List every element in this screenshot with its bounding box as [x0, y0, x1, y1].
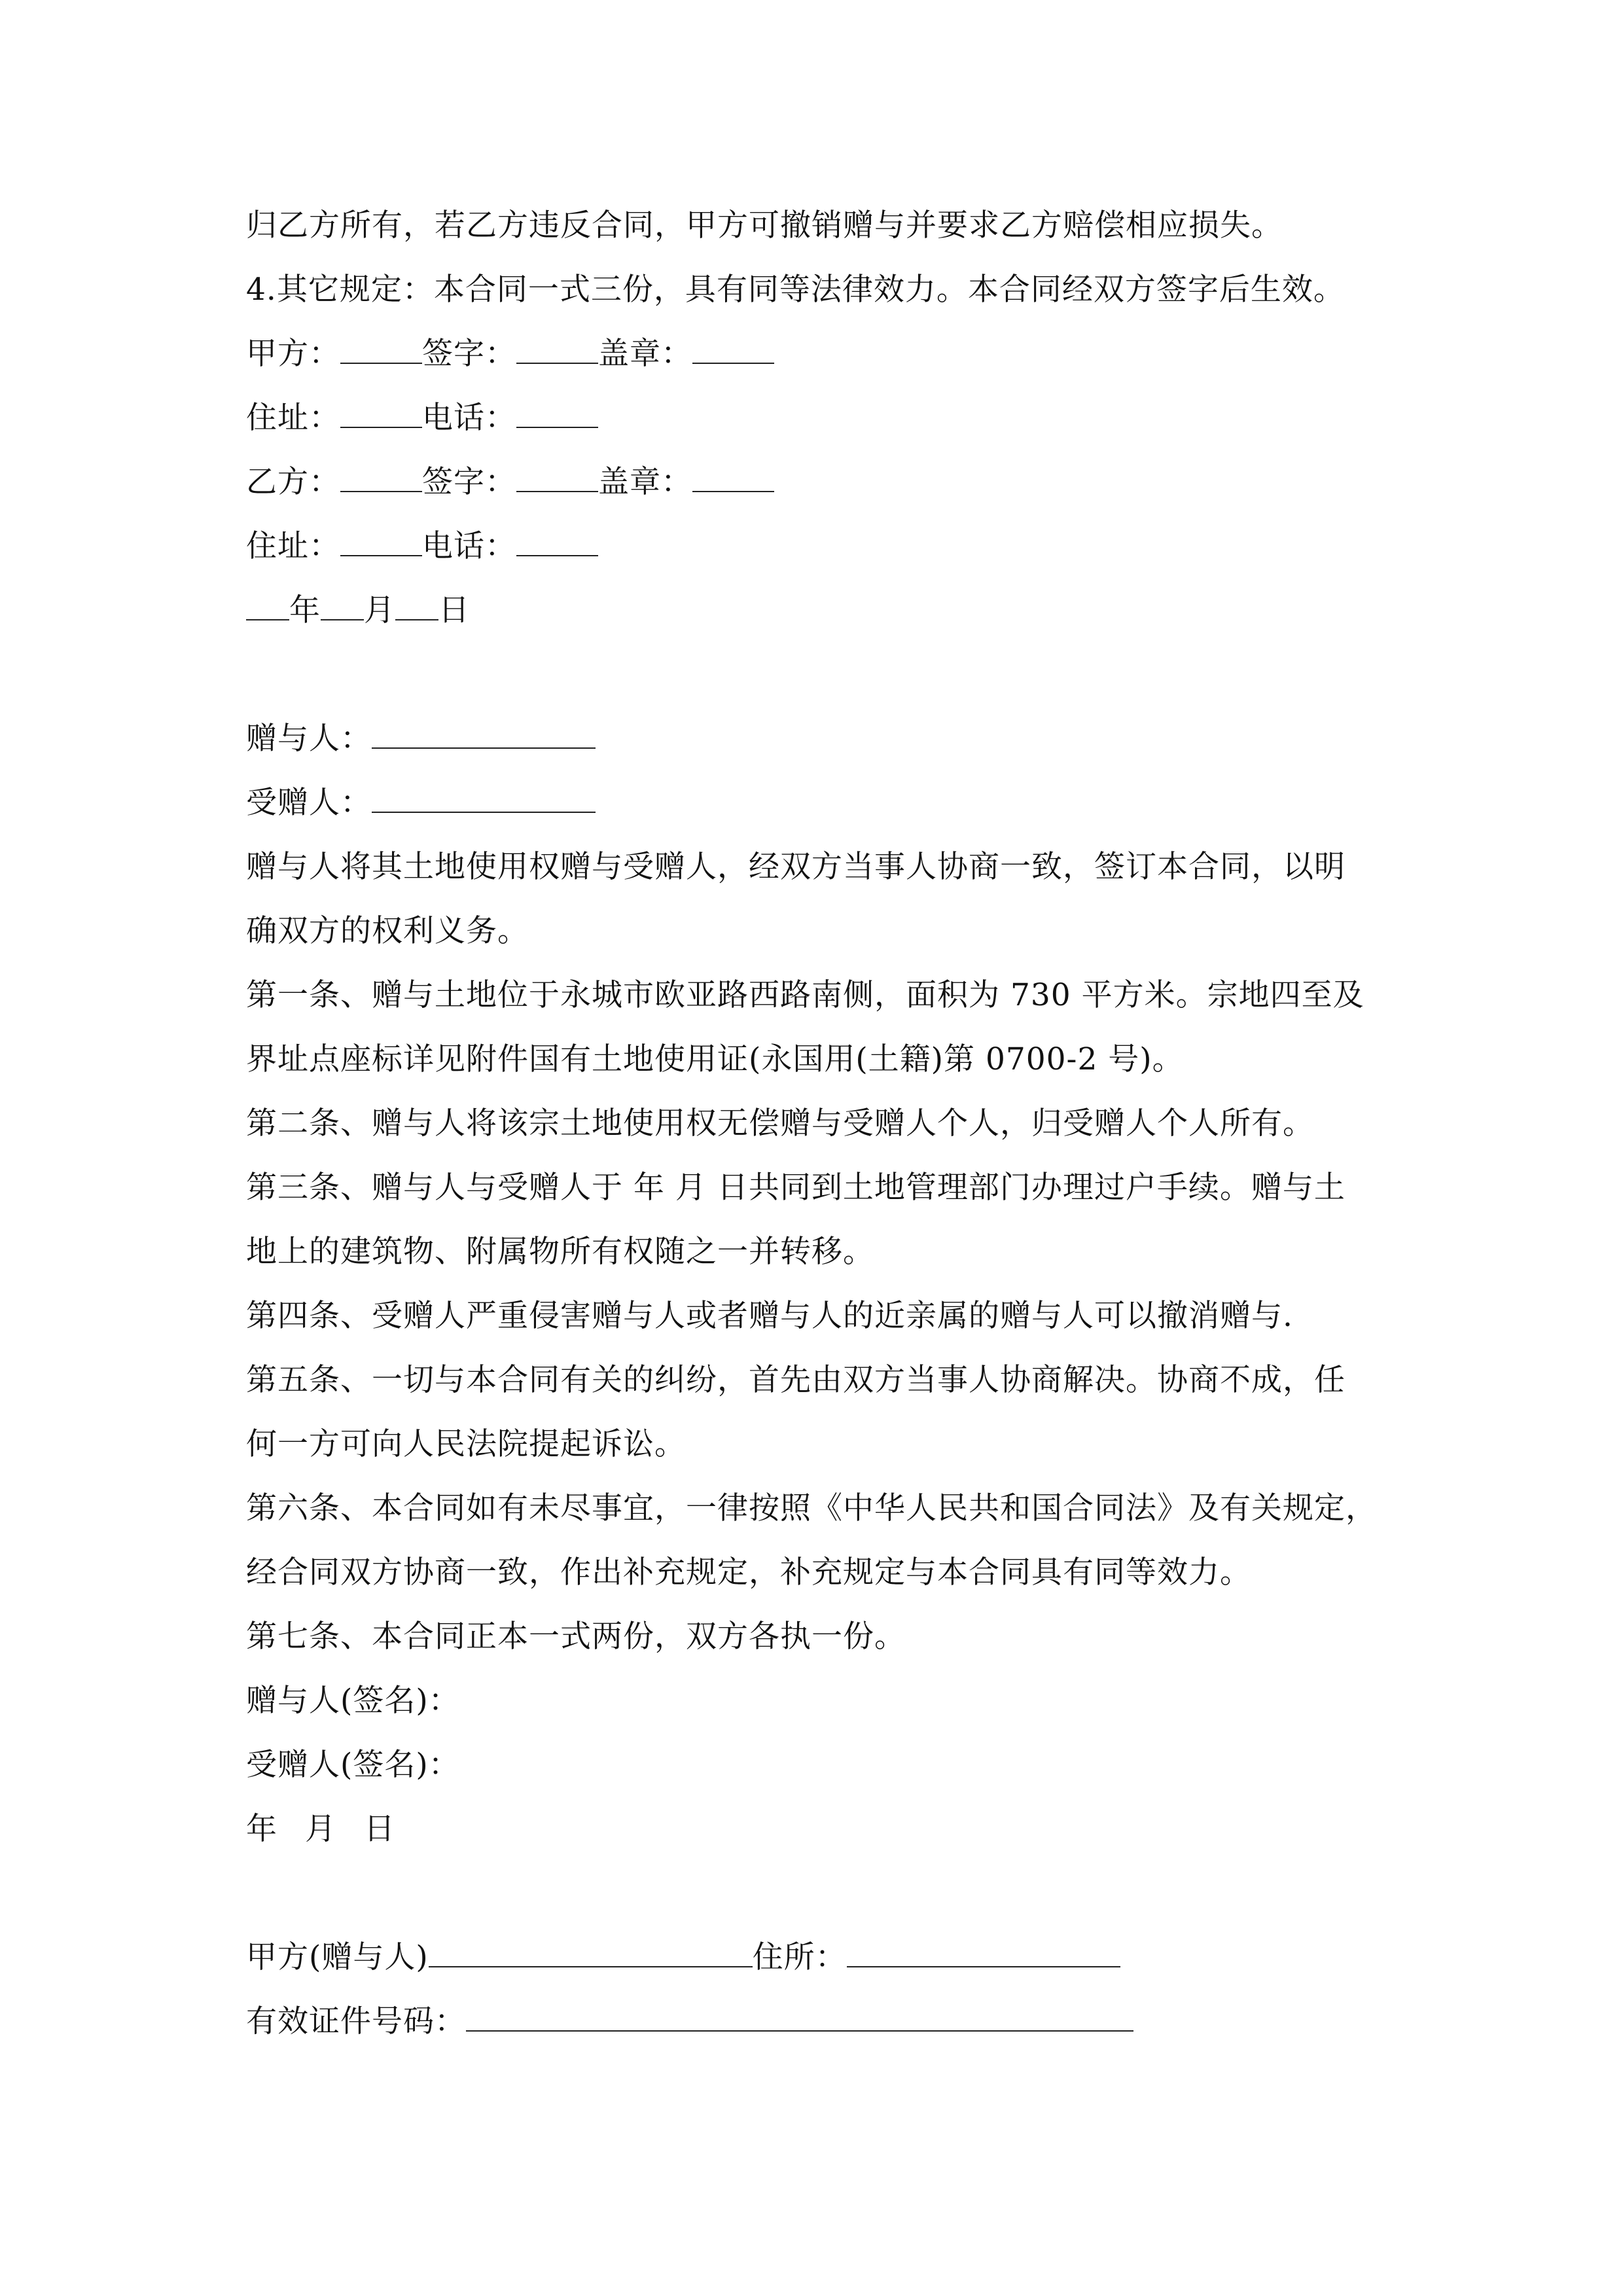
paragraph-text: 归乙方所有，若乙方违反合同，甲方可撤销赠与并要求乙方赔偿相应损失。 — [246, 207, 1283, 243]
article-text: 经合同双方协商一致，作出补充规定，补充规定与本合同具有同等效力。 — [246, 1554, 1251, 1590]
article-text: 第五条、一切与本合同有关的纠纷，首先由双方当事人协商解决。协商不成，任 — [246, 1362, 1346, 1398]
blank-field — [340, 402, 422, 428]
paragraph-text: 赠与人将其土地使用权赠与受赠人，经双方当事人协商一致，签订本合同，以明 — [246, 849, 1346, 885]
text-line — [246, 1541, 1418, 1605]
phone-label: 电话： — [422, 400, 516, 436]
blank-field — [516, 402, 598, 428]
blank-field — [372, 723, 596, 749]
blank-field — [847, 1941, 1120, 1967]
document-body — [246, 194, 1418, 2054]
spacer — [246, 1861, 1418, 1926]
date-row — [246, 579, 1418, 643]
text-line — [246, 835, 1418, 899]
id-number-label: 有效证件号码： — [246, 2003, 466, 2039]
text-line — [246, 1156, 1418, 1220]
text-line — [246, 1220, 1418, 1284]
text-line — [246, 899, 1418, 963]
text-line — [246, 1477, 1418, 1541]
article-text: 第七条、本合同正本一式两份，双方各执一份。 — [246, 1619, 906, 1655]
phone-label: 电话： — [422, 528, 516, 564]
sign-label: 签字： — [422, 464, 516, 500]
party-a-donor-label: 甲方(赠与人) — [246, 1939, 429, 1975]
party-b-label: 乙方： — [246, 464, 340, 500]
address-label: 住址： — [246, 528, 340, 564]
party-a-donor-row — [246, 1926, 1418, 1990]
text-line — [246, 1605, 1418, 1669]
donor-signature-label: 赠与人(签名)： — [246, 1683, 460, 1719]
signature-date-row — [246, 1797, 1418, 1861]
blank-field — [516, 466, 598, 492]
blank-field — [395, 594, 438, 620]
blank-field — [372, 787, 596, 813]
spacer — [246, 643, 1418, 707]
blank-field — [466, 2005, 1133, 2032]
donee-row — [246, 771, 1418, 835]
year-label: 年 — [289, 592, 321, 628]
article-text: 地上的建筑物、附属物所有权随之一并转移。 — [246, 1234, 874, 1270]
party-a-row — [246, 322, 1418, 386]
sign-label: 签字： — [422, 336, 516, 372]
blank-field — [340, 466, 422, 492]
paragraph-text: 确双方的权利义务。 — [246, 913, 529, 949]
id-number-row — [246, 1990, 1418, 2054]
blank-field — [340, 338, 422, 364]
text-line — [246, 258, 1418, 322]
year-label: 年 — [246, 1811, 277, 1847]
residence-label: 住所： — [752, 1939, 847, 1975]
article-text: 第六条、本合同如有未尽事宜，一律按照《中华人民共和国合同法》及有关规定， — [246, 1490, 1377, 1526]
paragraph-text: 4.其它规定：本合同一式三份，具有同等法律效力。本合同经双方签字后生效。 — [246, 272, 1345, 308]
article-text: 第三条、赠与人与受赠人于 年 月 日共同到土地管理部门办理过户手续。赠与土 — [246, 1170, 1346, 1206]
article-text: 第四条、受赠人严重侵害赠与人或者赠与人的近亲属的赠与人可以撤消赠与. — [246, 1298, 1293, 1334]
text-line — [246, 1092, 1418, 1156]
article-text: 何一方可向人民法院提起诉讼。 — [246, 1426, 686, 1462]
seal-label: 盖章： — [598, 336, 692, 372]
party-a-label: 甲方： — [246, 336, 340, 372]
donor-signature-row — [246, 1669, 1418, 1733]
donee-label: 受赠人： — [246, 785, 372, 821]
day-label: 日 — [364, 1811, 395, 1847]
party-b-row — [246, 450, 1418, 514]
donor-row — [246, 707, 1418, 771]
month-label: 月 — [305, 1811, 336, 1847]
blank-field — [692, 338, 774, 364]
address-label: 住址： — [246, 400, 340, 436]
blank-field — [246, 594, 289, 620]
article-text: 界址点座标详见附件国有土地使用证(永国用(土籍)第 0700-2 号)。 — [246, 1041, 1184, 1077]
donee-signature-label: 受赠人(签名)： — [246, 1747, 460, 1783]
party-a-contact-row — [246, 386, 1418, 450]
article-text: 第二条、赠与人将该宗土地使用权无偿赠与受赠人个人，归受赠人个人所有。 — [246, 1105, 1314, 1141]
donee-signature-row — [246, 1733, 1418, 1797]
text-line — [246, 1284, 1418, 1348]
text-line — [246, 1028, 1418, 1092]
text-line — [246, 1348, 1418, 1412]
blank-field — [429, 1941, 753, 1967]
day-label: 日 — [438, 592, 470, 628]
blank-field — [340, 530, 422, 556]
blank-field — [516, 338, 598, 364]
donor-label: 赠与人： — [246, 721, 372, 757]
party-b-contact-row — [246, 514, 1418, 579]
blank-field — [321, 594, 364, 620]
text-line — [246, 963, 1418, 1028]
text-line — [246, 194, 1418, 258]
blank-field — [516, 530, 598, 556]
text-line — [246, 1412, 1418, 1477]
article-text: 第一条、赠与土地位于永城市欧亚路西路南侧，面积为 730 平方米。宗地四至及 — [246, 977, 1364, 1013]
seal-label: 盖章： — [598, 464, 692, 500]
blank-field — [692, 466, 774, 492]
month-label: 月 — [364, 592, 395, 628]
